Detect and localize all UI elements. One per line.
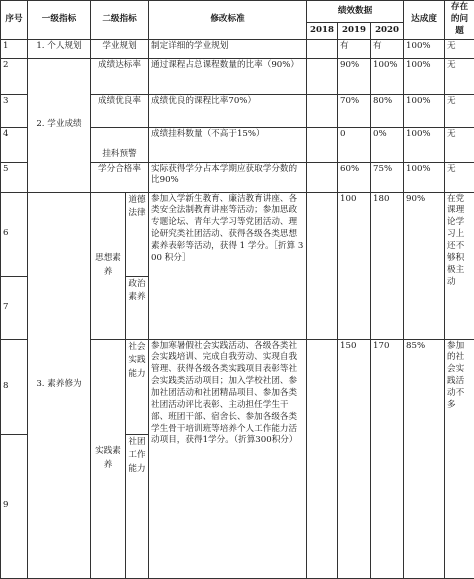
row-no: 6 <box>1 192 28 276</box>
row-no: 1 <box>1 39 28 58</box>
header-standard: 修改标准 <box>149 1 307 40</box>
value-2019: 150 <box>338 339 371 578</box>
standard-cell: 制定详细的学业规划 <box>149 39 307 58</box>
issues-cell: 无 <box>445 127 474 162</box>
issues-cell: 无 <box>445 39 474 58</box>
row-no: 2 <box>1 58 28 94</box>
header-level2: 二级指标 <box>91 1 149 40</box>
level1-cell: 1. 个人规划 <box>28 39 91 58</box>
value-2020: 0% <box>371 127 404 162</box>
row-no: 7 <box>1 276 28 339</box>
standard-cell: 参加入学新生教育、廉洁教育讲座、各类安全法制教育讲座等活动；参加思政专题论坛、青年大学习等党团活动、理论研究类社团活动、获得各级各类思想素养表彰等活动，获得 1 学分。［折算 300 积分］ <box>149 192 307 339</box>
achievement-cell: 100% <box>404 127 445 162</box>
issues-cell: 无 <box>445 162 474 192</box>
sub-indicator-cell: 社团工作能力 <box>126 434 149 578</box>
level2-group-ideology: 思想素养 <box>91 192 126 339</box>
header-year-2020: 2020 <box>371 23 404 39</box>
value-2018 <box>307 162 338 192</box>
issues-cell: 无 <box>445 58 474 94</box>
value-2018 <box>307 58 338 94</box>
value-2018 <box>307 127 338 162</box>
value-2019: 有 <box>338 39 371 58</box>
achievement-cell: 100% <box>404 39 445 58</box>
row-no: 4 <box>1 127 28 162</box>
level1-group-study: 2. 学业成绩 <box>28 58 91 192</box>
row-no: 5 <box>1 162 28 192</box>
sub-indicator-cell: 政治素养 <box>126 276 149 339</box>
value-2019: 0 <box>338 127 371 162</box>
value-2020: 180 <box>371 192 404 339</box>
achievement-cell: 85% <box>404 339 445 578</box>
value-2019: 70% <box>338 94 371 127</box>
header-year-2019: 2019 <box>338 23 371 39</box>
level2-cell: 学分合格率 <box>91 162 149 192</box>
achievement-cell: 100% <box>404 162 445 192</box>
issues-cell: 参加的社会实践活动不多 <box>445 339 474 578</box>
achievement-cell: 90% <box>404 192 445 339</box>
value-2020: 75% <box>371 162 404 192</box>
header-level1: 一级指标 <box>28 1 91 40</box>
row-no: 3 <box>1 94 28 127</box>
value-2019: 60% <box>338 162 371 192</box>
table-row <box>1 192 474 276</box>
level2-group-practice: 实践素养 <box>91 339 126 578</box>
header-no: 序号 <box>1 1 28 40</box>
value-2019: 90% <box>338 58 371 94</box>
header-achievement: 达成度 <box>404 1 445 40</box>
value-2020: 80% <box>371 94 404 127</box>
achievement-cell: 100% <box>404 58 445 94</box>
sub-indicator-cell: 社会实践能力 <box>126 339 149 434</box>
value-2020: 有 <box>371 39 404 58</box>
level2-cell: 成绩优良率 <box>91 94 149 127</box>
standard-cell: 实际获得学分占本学期应获取学分数的比90% <box>149 162 307 192</box>
table-row <box>1 58 474 94</box>
value-2018 <box>307 192 338 339</box>
value-2018 <box>307 339 338 578</box>
header-performance: 绩效数据 <box>307 1 404 23</box>
header-year-2018: 2018 <box>307 23 338 39</box>
table-row <box>1 39 474 58</box>
standard-cell: 成绩优良的课程比率70%） <box>149 94 307 127</box>
level2-cell: 成绩达标率 <box>91 58 149 94</box>
value-2018 <box>307 94 338 127</box>
row-no: 8 <box>1 339 28 434</box>
value-2018 <box>307 39 338 58</box>
level1-group-quality: 3. 素养修为 <box>28 192 91 578</box>
header-issues: 存在的问题 <box>445 1 474 40</box>
standard-cell: 成绩挂科数量（不高于15%） <box>149 127 307 162</box>
value-2019: 100 <box>338 192 371 339</box>
sub-indicator-cell: 道德法律 <box>126 192 149 276</box>
value-2020: 170 <box>371 339 404 578</box>
row-no: 9 <box>1 434 28 578</box>
issues-cell: 在党课理论学习上还不够积极主动 <box>445 192 474 339</box>
level2-cell: 学业规划 <box>91 39 149 58</box>
issues-cell: 无 <box>445 94 474 127</box>
standard-cell: 通过课程占总课程数量的比率（90%） <box>149 58 307 94</box>
achievement-cell: 100% <box>404 94 445 127</box>
value-2020: 100% <box>371 58 404 94</box>
standard-cell: 参加寒暑假社会实践活动、各级各类社会实践培训、完成自我劳动、实现自我管理、获得各级各类实践项目表彰等社会实践类活动项目；加入学校社团、参加社团活动和社团精品项目、参加各类社团活动评比表彰、主动担任学生干部、班团干部、宿舍长、参加各级各类学生骨干培训班等培养个人工作能力活动项目，获得1学分。（折算300积分） <box>149 339 307 578</box>
level2-cell: 挂科预警 <box>91 127 149 162</box>
